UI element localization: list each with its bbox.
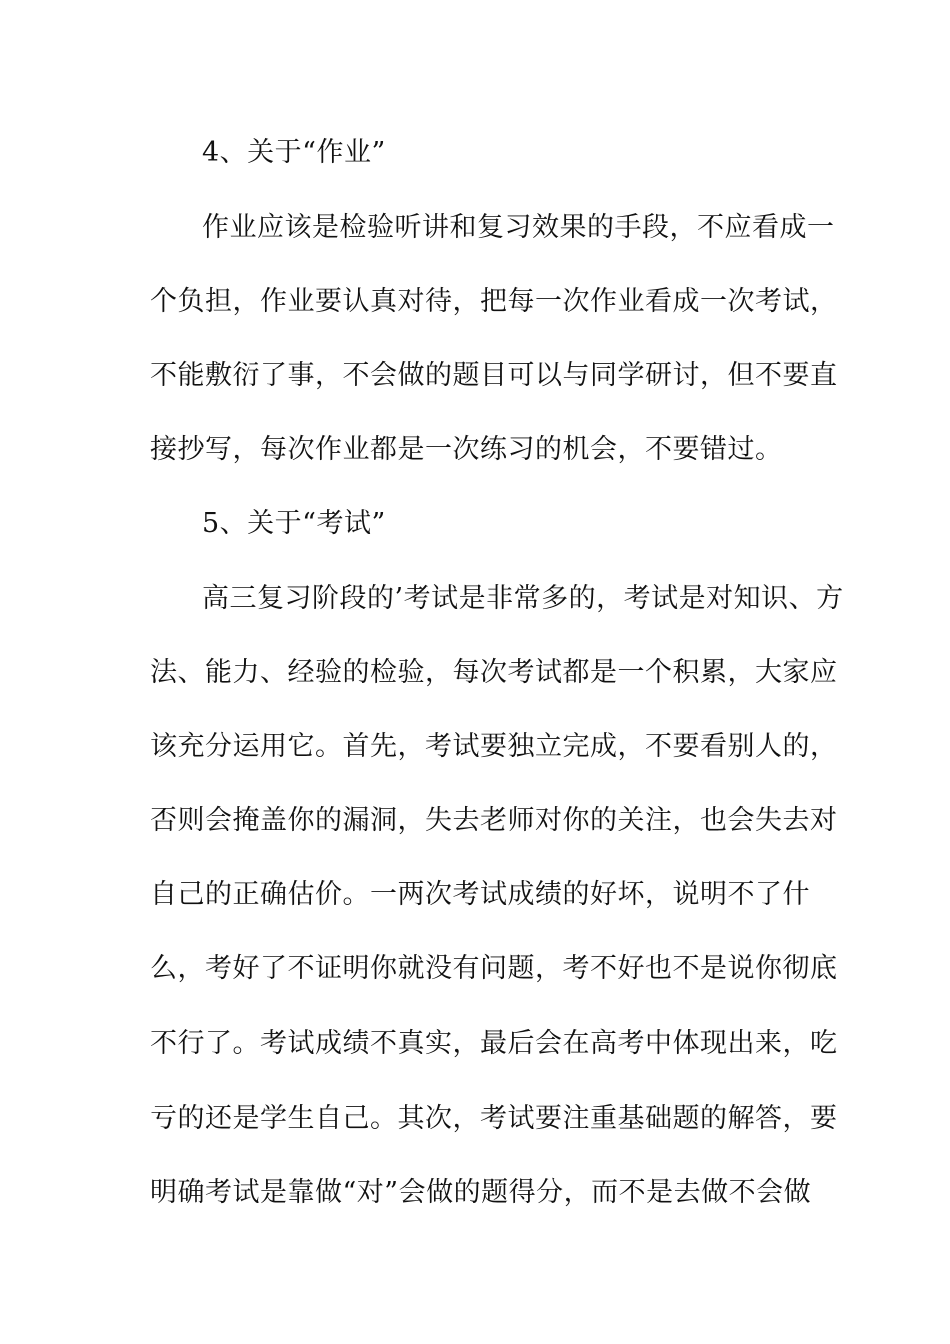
paragraph-line: 明确考试是靠做“对”会做的题得分，而不是去做不会做 xyxy=(150,1177,812,1208)
paragraph-line: 亏的还是学生自己。其次，考试要注重基础题的解答，要 xyxy=(150,1103,838,1134)
paragraph-line: 法、能力、经验的检验，每次考试都是一个积累，大家应 xyxy=(150,657,838,688)
section-heading-exam: 5、关于“考试” xyxy=(202,508,386,539)
section-heading-homework: 4、关于“作业” xyxy=(202,137,386,168)
paragraph-line: 个负担，作业要认真对待，把每一次作业看成一次考试， xyxy=(150,286,838,317)
paragraph-line: 该充分运用它。首先，考试要独立完成，不要看别人的， xyxy=(150,731,838,762)
paragraph-line: 高三复习阶段的’考试是非常多的，考试是对知识、方 xyxy=(202,583,844,614)
paragraph-line: 不行了。考试成绩不真实，最后会在高考中体现出来，吃 xyxy=(150,1028,838,1059)
paragraph-line: 否则会掩盖你的漏洞，失去老师对你的关注，也会失去对 xyxy=(150,805,838,836)
paragraph-line: 接抄写，每次作业都是一次练习的机会，不要错过。 xyxy=(150,434,783,465)
paragraph-line: 么，考好了不证明你就没有问题，考不好也不是说你彻底 xyxy=(150,953,838,984)
paragraph-line: 作业应该是检验听讲和复习效果的手段，不应看成一 xyxy=(202,212,835,243)
paragraph-line: 不能敷衍了事，不会做的题目可以与同学研讨，但不要直 xyxy=(150,360,838,391)
paragraph-line: 自己的正确估价。一两次考试成绩的好坏，说明不了什 xyxy=(150,879,810,910)
